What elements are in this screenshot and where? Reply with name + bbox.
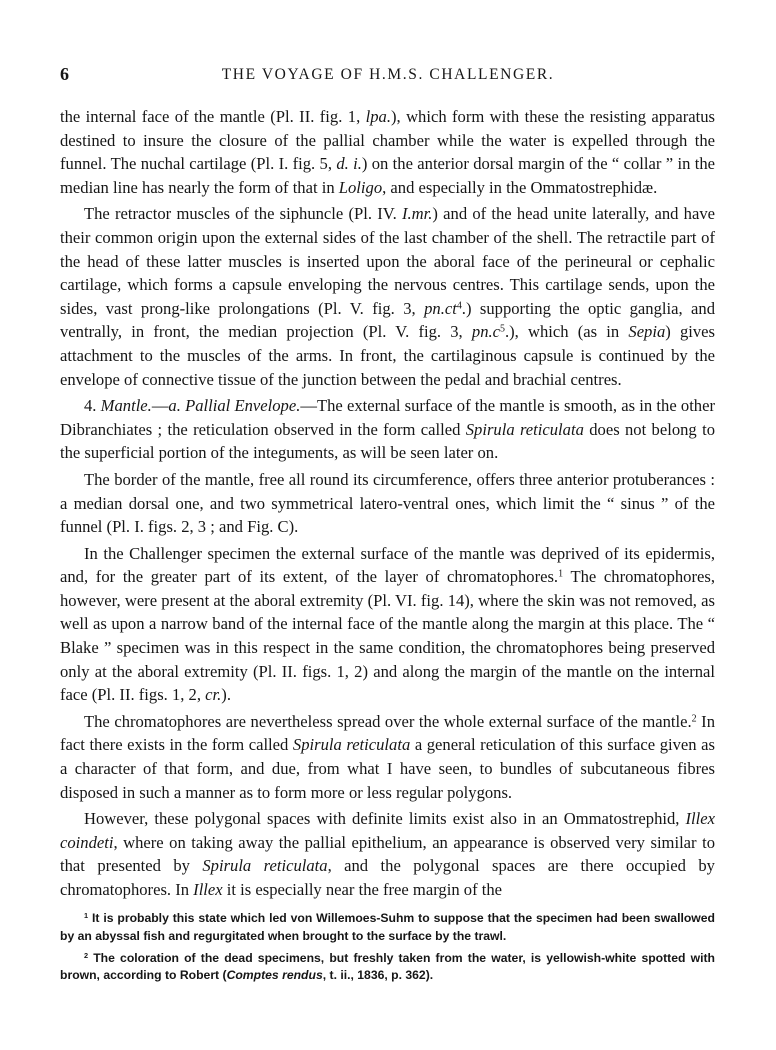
italic-text: Spirula reticulata <box>202 856 328 876</box>
text-run: , and the polygonal spaces are there occupied by chromatophores. In <box>60 856 715 899</box>
paragraph <box>60 394 715 465</box>
text-run: The coloration of the dead specimens, but freshly taken from the water, is yellowish-white spotted with brown, according to Robert ( <box>60 950 715 983</box>
footnote-ref: 5 <box>500 323 505 335</box>
text-run: The retractor muscles of the siphuncle (Pl. IV. <box>84 204 402 224</box>
text-run: —The external surface of the mantle is smooth, as in the other Dibranchiates ; the reticulation observed in the form called <box>60 396 716 439</box>
italic-text: Mantle. <box>100 396 152 416</box>
italic-text: cr. <box>205 685 222 705</box>
footnote-ref: 2 <box>84 950 89 960</box>
italic-text: Spirula reticulata <box>292 735 411 755</box>
paragraph <box>60 542 715 707</box>
footnote-ref: 1 <box>558 568 564 580</box>
text-run: However, these polygonal spaces with definite limits exist also in an Ommatostrephid, <box>84 809 686 829</box>
text-run: it is especially near the free margin of the <box>222 880 503 899</box>
body-text <box>60 105 715 905</box>
footnote <box>60 950 715 986</box>
text-run: The chromatophores are nevertheless spread over the whole external surface of the mantle. <box>84 711 692 731</box>
text-run: It is probably this state which led von Willemoes-Suhm to suppose that the specimen had been swallowed by an abyssal fish and regurgitated when brought to the surface by the trawl. <box>60 911 715 943</box>
text-run: the internal face of the mantle (Pl. II. fig. 1, <box>60 107 366 126</box>
footnote-ref: 1 <box>84 910 89 920</box>
italic-text: I.mr. <box>401 204 433 224</box>
text-run: , t. ii., 1836, p. 362). <box>322 968 434 983</box>
text-run: , where on taking away the pallial epithelium, an appearance is observed very similar to that presented by <box>60 832 715 876</box>
italic-text: a. Pallial Envelope. <box>168 396 301 416</box>
running-title: THE VOYAGE OF H.M.S. CHALLENGER. <box>221 66 555 83</box>
paragraph <box>60 105 715 199</box>
italic-text: Loligo <box>338 177 383 197</box>
page-number: 6 <box>60 64 69 84</box>
footnote-ref: 2 <box>691 713 697 725</box>
text-run: ) and of the head unite laterally, and have their common origin upon the external sides of the last chamber of the shell. The retractile part of the head of these latter muscles is inserted upon the aboral face of the perineural or cephalic cartilage, which forms a capsule enveloping the nervous centres. This cartilage sends, upon the sides, vast prong-like prolongations (Pl. V. fig. 3, <box>60 204 715 318</box>
italic-text: Spirula reticulata <box>465 419 584 439</box>
italic-text: Comptes rendus <box>226 968 323 983</box>
italic-text: pn.ct <box>424 298 457 318</box>
text-run: ). <box>221 685 231 705</box>
italic-text: Illex <box>193 880 223 899</box>
italic-text: Sepia <box>628 322 666 342</box>
text-run: In fact there exists in the form called <box>60 711 715 755</box>
text-run: In the Challenger specimen the external surface of the mantle was deprived of its epidermis, and, for the greater part of its extent, of the layer of chromatophores. <box>60 543 715 587</box>
text-run: .) supporting the optic ganglia, and ventrally, in front, the median projection (Pl. V. fig. 3, <box>60 298 715 342</box>
text-run: ) gives attachment to the muscles of the arms. In front, the cartilaginous capsule is continued by the envelope of connective tissue of the junction between the pedal and brachial centres. <box>60 322 716 389</box>
text-run: — <box>151 396 169 416</box>
paragraph <box>60 807 715 901</box>
text-run: ) on the anterior dorsal margin of the “ collar ” in the median line has nearly the form of that in <box>60 154 715 197</box>
text-run: does not belong to the superficial portion of the integuments, as will be seen later on. <box>60 419 715 463</box>
italic-text: d. i. <box>336 154 362 174</box>
text-run: 4. <box>84 396 101 416</box>
footnote <box>60 910 715 946</box>
text-run: ), which form with these the resisting apparatus destined to insure the closure of the pallial chamber while the water is expelled through the funnel. The nuchal cartilage (Pl. I. fig. 5, <box>60 107 715 174</box>
page-header <box>0 64 776 88</box>
text-run: , and especially in the Ommatostrephidæ. <box>382 177 658 197</box>
paragraph <box>60 468 715 539</box>
text-run: The chromatophores, however, were present at the aboral extremity (Pl. VI. fig. 14), where the skin was not removed, as well as upon a narrow band of the internal face of the mantle along the margin at this place. The “ Blake ” specimen was in this respect in the same condition, the chromatophores being preserved only at the aboral extremity (Pl. II. figs. 1, 2) and along the margin of the mantle on the internal face (Pl. II. figs. 1, 2, <box>60 567 715 705</box>
paragraph <box>60 710 715 804</box>
paragraph <box>60 202 715 391</box>
italic-text: lpa. <box>365 107 391 126</box>
italic-text: pn.c <box>471 322 500 342</box>
footnotes <box>60 910 715 989</box>
text-run: a general reticulation of this surface given as a character of that form, and due, from what I have seen, to bundles of subcutaneous fibres disposed in such a manner as to form more or less regular polygons. <box>60 735 715 802</box>
text-run: The border of the mantle, free all round its circumference, offers three anterior protuberances : a median dorsal one, and two symmetrical latero-ventral ones, which limit the “ sinus ” of the funnel (Pl. I. figs. 2, 3 ; and Fig. C). <box>60 469 715 537</box>
text-run: .), which (as in <box>504 322 629 342</box>
italic-text: Illex coindeti <box>60 809 715 852</box>
footnote-ref: 4 <box>456 300 462 312</box>
